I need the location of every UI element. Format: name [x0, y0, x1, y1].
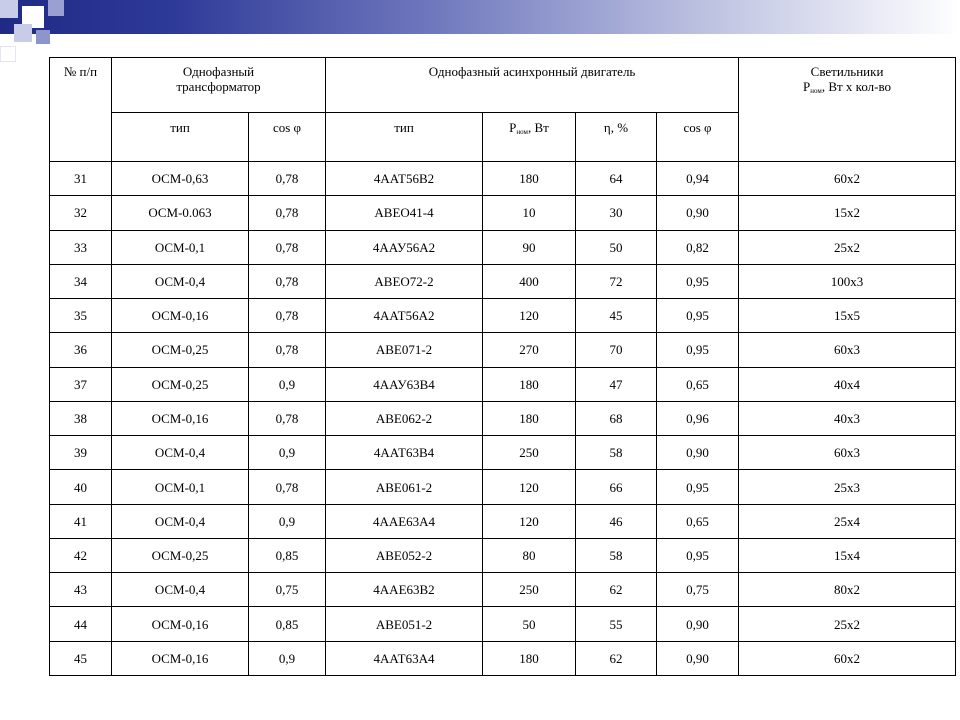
cell-transformer-cos: 0,78 [249, 230, 326, 264]
motor-p-rest: , Вт [527, 120, 549, 135]
motor-p-sub: ном [516, 128, 528, 136]
cell-transformer-type: ОСМ-0,25 [112, 538, 249, 572]
cell-transformer-type: ОСМ-0,63 [112, 162, 249, 196]
cell-transformer-cos: 0,78 [249, 264, 326, 298]
table-row [50, 470, 956, 504]
cell-motor-cos: 0,75 [657, 573, 739, 607]
cell-number: 36 [50, 333, 112, 367]
cell-transformer-type: ОСМ-0.063 [112, 196, 249, 230]
lamps-header-unit [741, 79, 953, 99]
cell-lamps: 60х2 [739, 162, 956, 196]
table-row [50, 573, 956, 607]
cell-motor-type: 4ААУ56А2 [326, 230, 483, 264]
cell-lamps: 25х2 [739, 607, 956, 641]
cell-transformer-type: ОСМ-0,4 [112, 504, 249, 538]
cell-motor-eta: 46 [576, 504, 657, 538]
col-header-motor-cos: cos φ [657, 113, 739, 162]
cell-transformer-cos: 0,78 [249, 401, 326, 435]
cell-motor-power: 180 [483, 162, 576, 196]
col-header-lamps [739, 58, 956, 162]
cell-motor-type: АВЕ052-2 [326, 538, 483, 572]
lamps-p-rest: , Вт х кол-во [821, 79, 892, 94]
cell-number: 45 [50, 641, 112, 675]
table-row [50, 230, 956, 264]
variants-table [49, 57, 956, 676]
cell-lamps: 60х2 [739, 641, 956, 675]
col-header-transformer [112, 58, 326, 113]
cell-transformer-cos: 0,75 [249, 573, 326, 607]
cell-motor-type: 4ААТ56А2 [326, 299, 483, 333]
cell-motor-type: АВЕО72-2 [326, 264, 483, 298]
cell-lamps: 15х4 [739, 538, 956, 572]
cell-motor-cos: 0,95 [657, 333, 739, 367]
cell-motor-type: 4ААЕ63В2 [326, 573, 483, 607]
decor-square [14, 24, 32, 42]
slide-header-band [0, 0, 960, 34]
cell-transformer-cos: 0,78 [249, 162, 326, 196]
cell-lamps: 25х2 [739, 230, 956, 264]
decor-square [36, 30, 50, 44]
cell-transformer-type: ОСМ-0,1 [112, 230, 249, 264]
cell-motor-eta: 45 [576, 299, 657, 333]
transformer-header-text: Однофазный трансформатор [176, 64, 261, 94]
cell-number: 44 [50, 607, 112, 641]
lamps-p-base: Р [803, 79, 811, 94]
table-row [50, 264, 956, 298]
cell-number: 40 [50, 470, 112, 504]
cell-number: 37 [50, 367, 112, 401]
cell-number: 34 [50, 264, 112, 298]
table-row [50, 367, 956, 401]
cell-motor-power: 90 [483, 230, 576, 264]
col-header-number: № п/п [50, 58, 112, 162]
cell-transformer-cos: 0,9 [249, 436, 326, 470]
cell-motor-power: 270 [483, 333, 576, 367]
cell-motor-eta: 68 [576, 401, 657, 435]
cell-lamps: 40х4 [739, 367, 956, 401]
cell-motor-type: АВЕ071-2 [326, 333, 483, 367]
cell-motor-eta: 47 [576, 367, 657, 401]
cell-number: 39 [50, 436, 112, 470]
cell-motor-power: 180 [483, 367, 576, 401]
col-header-motor: Однофазный асинхронный двигатель [326, 58, 739, 113]
cell-motor-cos: 0,95 [657, 264, 739, 298]
cell-transformer-type: ОСМ-0,4 [112, 264, 249, 298]
table-row [50, 333, 956, 367]
col-header-motor-power [483, 113, 576, 162]
table-row [50, 196, 956, 230]
cell-motor-eta: 30 [576, 196, 657, 230]
motor-p-base: Р [509, 120, 517, 135]
col-header-motor-eta: η, % [576, 113, 657, 162]
cell-transformer-type: ОСМ-0,4 [112, 436, 249, 470]
cell-number: 42 [50, 538, 112, 572]
table-row [50, 436, 956, 470]
cell-motor-power: 180 [483, 641, 576, 675]
cell-number: 35 [50, 299, 112, 333]
cell-motor-type: АВЕ051-2 [326, 607, 483, 641]
decor-square [0, 46, 16, 62]
cell-motor-type: 4ААТ56В2 [326, 162, 483, 196]
cell-transformer-cos: 0,9 [249, 367, 326, 401]
cell-transformer-cos: 0,9 [249, 641, 326, 675]
cell-motor-cos: 0,90 [657, 607, 739, 641]
cell-motor-power: 120 [483, 504, 576, 538]
decor-square [0, 0, 18, 18]
table-row [50, 538, 956, 572]
table-row [50, 607, 956, 641]
cell-motor-type: АВЕ062-2 [326, 401, 483, 435]
table-row [50, 641, 956, 675]
cell-lamps: 25х3 [739, 470, 956, 504]
cell-transformer-cos: 0,85 [249, 607, 326, 641]
cell-motor-eta: 62 [576, 573, 657, 607]
cell-number: 32 [50, 196, 112, 230]
cell-motor-power: 250 [483, 436, 576, 470]
cell-transformer-type: ОСМ-0,16 [112, 401, 249, 435]
cell-transformer-type: ОСМ-0,16 [112, 641, 249, 675]
cell-lamps: 80х2 [739, 573, 956, 607]
cell-lamps: 15х5 [739, 299, 956, 333]
cell-motor-cos: 0,95 [657, 470, 739, 504]
cell-transformer-type: ОСМ-0,4 [112, 573, 249, 607]
cell-transformer-type: ОСМ-0,16 [112, 607, 249, 641]
table-row [50, 401, 956, 435]
cell-transformer-type: ОСМ-0,25 [112, 367, 249, 401]
cell-motor-power: 80 [483, 538, 576, 572]
cell-motor-power: 400 [483, 264, 576, 298]
cell-lamps: 100х3 [739, 264, 956, 298]
cell-motor-cos: 0,90 [657, 436, 739, 470]
cell-motor-power: 250 [483, 573, 576, 607]
cell-transformer-type: ОСМ-0,16 [112, 299, 249, 333]
cell-motor-power: 50 [483, 607, 576, 641]
cell-motor-cos: 0,65 [657, 367, 739, 401]
cell-motor-type: 4ААТ63А4 [326, 641, 483, 675]
cell-motor-cos: 0,65 [657, 504, 739, 538]
cell-number: 38 [50, 401, 112, 435]
col-header-tr-cos: cos φ [249, 113, 326, 162]
cell-motor-cos: 0,95 [657, 299, 739, 333]
cell-transformer-cos: 0,78 [249, 333, 326, 367]
lamps-p-sub: ном [810, 87, 822, 95]
col-header-motor-type: тип [326, 113, 483, 162]
cell-transformer-cos: 0,9 [249, 504, 326, 538]
cell-motor-eta: 66 [576, 470, 657, 504]
cell-motor-cos: 0,94 [657, 162, 739, 196]
cell-motor-type: АВЕО41-4 [326, 196, 483, 230]
cell-motor-eta: 64 [576, 162, 657, 196]
cell-transformer-cos: 0,85 [249, 538, 326, 572]
cell-transformer-cos: 0,78 [249, 299, 326, 333]
cell-motor-power: 180 [483, 401, 576, 435]
table-row [50, 299, 956, 333]
cell-lamps: 60х3 [739, 333, 956, 367]
cell-motor-power: 120 [483, 299, 576, 333]
cell-number: 33 [50, 230, 112, 264]
cell-transformer-type: ОСМ-0,1 [112, 470, 249, 504]
cell-motor-cos: 0,90 [657, 641, 739, 675]
cell-motor-power: 120 [483, 470, 576, 504]
cell-motor-eta: 50 [576, 230, 657, 264]
header-row-groups [50, 58, 956, 113]
cell-number: 43 [50, 573, 112, 607]
cell-motor-cos: 0,95 [657, 538, 739, 572]
cell-transformer-type: ОСМ-0,25 [112, 333, 249, 367]
cell-motor-type: 4ААЕ63А4 [326, 504, 483, 538]
cell-number: 31 [50, 162, 112, 196]
cell-motor-eta: 70 [576, 333, 657, 367]
cell-motor-cos: 0,82 [657, 230, 739, 264]
cell-motor-power: 10 [483, 196, 576, 230]
cell-motor-type: 4ААУ63В4 [326, 367, 483, 401]
lamps-header-title: Светильники [810, 64, 884, 79]
cell-motor-type: 4ААТ63В4 [326, 436, 483, 470]
cell-number: 41 [50, 504, 112, 538]
table-row [50, 162, 956, 196]
cell-motor-eta: 55 [576, 607, 657, 641]
cell-lamps: 40х3 [739, 401, 956, 435]
cell-motor-eta: 62 [576, 641, 657, 675]
cell-transformer-cos: 0,78 [249, 470, 326, 504]
col-header-tr-type: тип [112, 113, 249, 162]
cell-lamps: 60х3 [739, 436, 956, 470]
cell-transformer-cos: 0,78 [249, 196, 326, 230]
cell-motor-cos: 0,96 [657, 401, 739, 435]
table-row [50, 504, 956, 538]
cell-motor-eta: 58 [576, 538, 657, 572]
cell-motor-type: АВЕ061-2 [326, 470, 483, 504]
cell-motor-eta: 72 [576, 264, 657, 298]
cell-lamps: 15х2 [739, 196, 956, 230]
cell-motor-eta: 58 [576, 436, 657, 470]
cell-motor-cos: 0,90 [657, 196, 739, 230]
cell-lamps: 25х4 [739, 504, 956, 538]
decor-square [48, 0, 64, 16]
